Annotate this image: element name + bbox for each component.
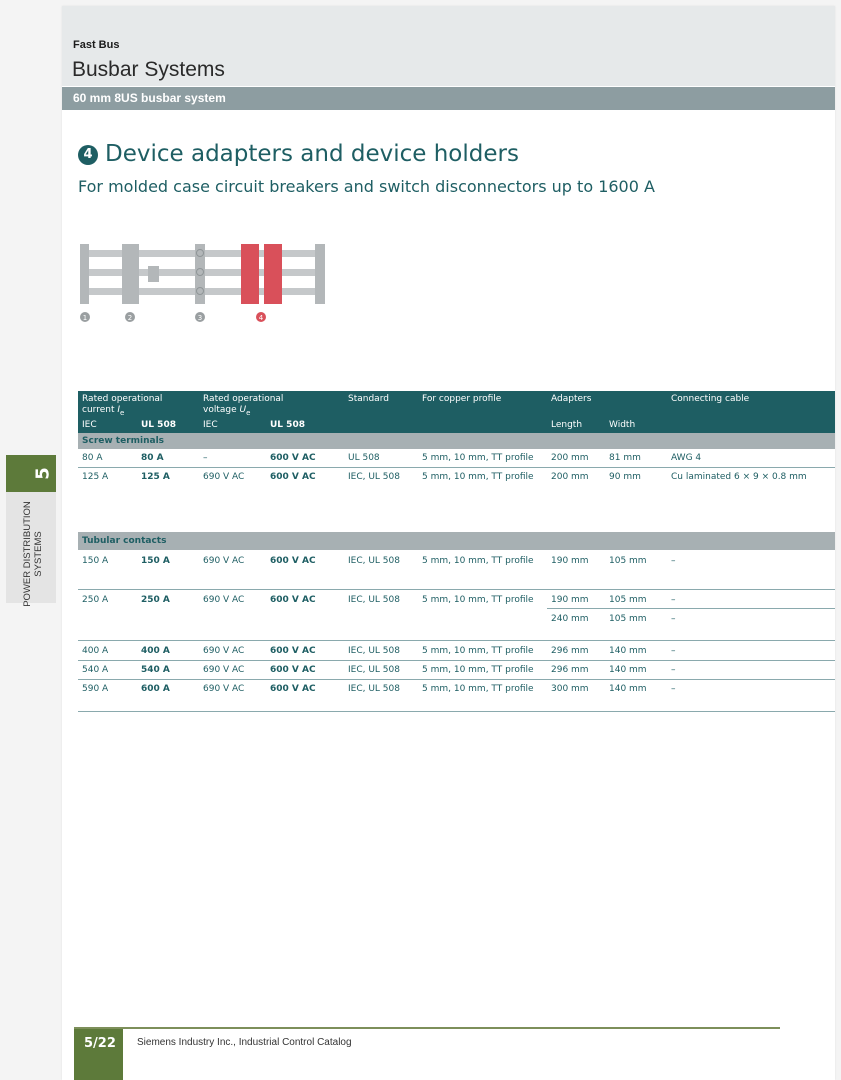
table-cell: 600 V AC — [270, 684, 316, 694]
table-cell: 140 mm — [609, 684, 647, 694]
table-cell: 600 V AC — [270, 646, 316, 656]
busbar-diagram — [78, 240, 338, 330]
diagram-label-4: 4 — [258, 314, 264, 322]
table-cell: IEC, UL 508 — [348, 556, 400, 566]
table-cell: 600 V AC — [270, 453, 316, 463]
header-ul-current: UL 508 — [141, 420, 176, 430]
table-cell: 200 mm — [551, 472, 589, 482]
subtitle-bar-text: 60 mm 8US busbar system — [73, 91, 226, 105]
section-title — [78, 141, 519, 167]
table-cell: UL 508 — [348, 453, 380, 463]
table-cell: 600 V AC — [270, 556, 316, 566]
header-connecting-cable: Connecting cable — [671, 394, 750, 404]
group-row-tubular-contacts — [78, 532, 835, 550]
table-cell: 690 V AC — [203, 684, 245, 694]
header-standard: Standard — [348, 394, 389, 404]
table-cell: 80 A — [82, 453, 103, 463]
group-row-screw-terminals — [78, 433, 835, 449]
table-cell: 5 mm, 10 mm, TT profile — [422, 665, 534, 675]
table-cell: 5 mm, 10 mm, TT profile — [422, 595, 534, 605]
diagram-label-1: 1 — [82, 314, 88, 322]
table-cell: 150 A — [141, 556, 170, 566]
table-cell: 90 mm — [609, 472, 641, 482]
table-cell: 690 V AC — [203, 646, 245, 656]
table-cell: 81 mm — [609, 453, 641, 463]
table-cell: 200 mm — [551, 453, 589, 463]
section-title-text: Device adapters and device holders — [105, 141, 519, 167]
table-cell: 5 mm, 10 mm, TT profile — [422, 556, 534, 566]
table-cell: 5 mm, 10 mm, TT profile — [422, 472, 534, 482]
group-label: Tubular contacts — [82, 536, 167, 546]
diagram-label-2: 2 — [127, 314, 133, 322]
table-cell: 105 mm — [609, 556, 647, 566]
table-cell: IEC, UL 508 — [348, 646, 400, 656]
table-cell: 190 mm — [551, 556, 589, 566]
table-cell: 540 A — [141, 665, 170, 675]
table-cell: 125 A — [141, 472, 170, 482]
header-copper-profile: For copper profile — [422, 394, 502, 404]
part-2-clamp — [148, 266, 159, 282]
footer-rule — [74, 1027, 780, 1029]
table-cell: 296 mm — [551, 665, 589, 675]
table-cell: – — [671, 556, 676, 566]
table-cell: – — [671, 595, 676, 605]
row-divider — [78, 467, 835, 468]
table-cell: Cu laminated 6 × 9 × 0.8 mm — [671, 472, 807, 482]
chapter-number-box — [6, 455, 56, 492]
chapter-number: 5 — [32, 467, 54, 480]
table-cell: 400 A — [82, 646, 109, 656]
side-chapter-tab[interactable] — [6, 455, 56, 607]
table-cell: 5 mm, 10 mm, TT profile — [422, 453, 534, 463]
row-divider — [78, 640, 835, 641]
table-cell: 105 mm — [609, 595, 647, 605]
header-ul-voltage: UL 508 — [270, 420, 305, 430]
table-cell: 150 A — [82, 556, 109, 566]
diagram-label-3: 3 — [197, 314, 203, 322]
table-cell: 600 V AC — [270, 665, 316, 675]
row-divider — [78, 589, 835, 590]
chapter-title — [22, 489, 44, 619]
table-cell: 240 mm — [551, 614, 589, 624]
header-iec-current: IEC — [82, 420, 97, 430]
header-adapters: Adapters — [551, 394, 592, 404]
diagram-labels — [80, 312, 266, 322]
table-cell: 690 V AC — [203, 595, 245, 605]
chapter-title-line-1: POWER DISTRIBUTION — [22, 501, 33, 607]
table-cell: – — [671, 665, 676, 675]
page-number: 5/22 — [84, 1036, 116, 1051]
row-divider — [78, 679, 835, 680]
table-cell: 140 mm — [609, 665, 647, 675]
part-1-end-support — [80, 244, 89, 304]
table-cell: IEC, UL 508 — [348, 472, 400, 482]
section-number-badge: 4 — [78, 145, 98, 165]
header-length: Length — [551, 420, 583, 430]
table-cell: 250 A — [82, 595, 109, 605]
header-kicker: Fast Bus — [73, 39, 120, 51]
table-cell: 400 A — [141, 646, 170, 656]
subtitle-bar — [62, 87, 835, 110]
part-4-device-adapter-right — [264, 244, 282, 304]
row-divider — [547, 608, 835, 609]
table-cell: IEC, UL 508 — [348, 665, 400, 675]
part-end-support-right — [315, 244, 325, 304]
table-cell: 540 A — [82, 665, 109, 675]
table-bottom-rule — [78, 711, 835, 712]
table-cell: 600 V AC — [270, 472, 316, 482]
table-cell: AWG 4 — [671, 453, 702, 463]
table-cell: – — [671, 646, 676, 656]
table-cell: 250 A — [141, 595, 170, 605]
table-cell: 590 A — [82, 684, 109, 694]
table-cell: 296 mm — [551, 646, 589, 656]
table-cell: 300 mm — [551, 684, 589, 694]
table-cell: – — [671, 684, 676, 694]
table-cell: IEC, UL 508 — [348, 684, 400, 694]
table-cell: 80 A — [141, 453, 164, 463]
page-title: Busbar Systems — [72, 58, 225, 81]
part-4-device-adapter-left — [241, 244, 259, 304]
table-cell: 5 mm, 10 mm, TT profile — [422, 646, 534, 656]
table-cell: 690 V AC — [203, 665, 245, 675]
footer-text: Siemens Industry Inc., Industrial Control Catalog — [137, 1037, 352, 1048]
header-rated-voltage: Rated operational voltage $U_e$ — [203, 394, 284, 417]
header-width: Width — [609, 420, 636, 430]
section-subtitle: For molded case circuit breakers and switch disconnectors up to 1600 A — [78, 177, 655, 196]
table-cell: 105 mm — [609, 614, 647, 624]
group-label: Screw terminals — [82, 436, 165, 446]
table-cell: 5 mm, 10 mm, TT profile — [422, 684, 534, 694]
table-cell: 600 V AC — [270, 595, 316, 605]
part-2-busbar-holder — [122, 244, 139, 304]
table-cell: – — [203, 453, 208, 463]
header-iec-voltage: IEC — [203, 420, 218, 430]
table-cell: – — [671, 614, 676, 624]
row-divider — [78, 660, 835, 661]
header-rated-current: Rated operational current $I_e$ — [82, 394, 163, 417]
chapter-title-line-2: SYSTEMS — [33, 531, 44, 577]
table-cell: 125 A — [82, 472, 109, 482]
table-cell: 690 V AC — [203, 556, 245, 566]
table-cell: 600 A — [141, 684, 170, 694]
table-cell: 140 mm — [609, 646, 647, 656]
table-cell: 690 V AC — [203, 472, 245, 482]
footer-page-box — [74, 1029, 123, 1080]
table-cell: 190 mm — [551, 595, 589, 605]
table-cell: IEC, UL 508 — [348, 595, 400, 605]
